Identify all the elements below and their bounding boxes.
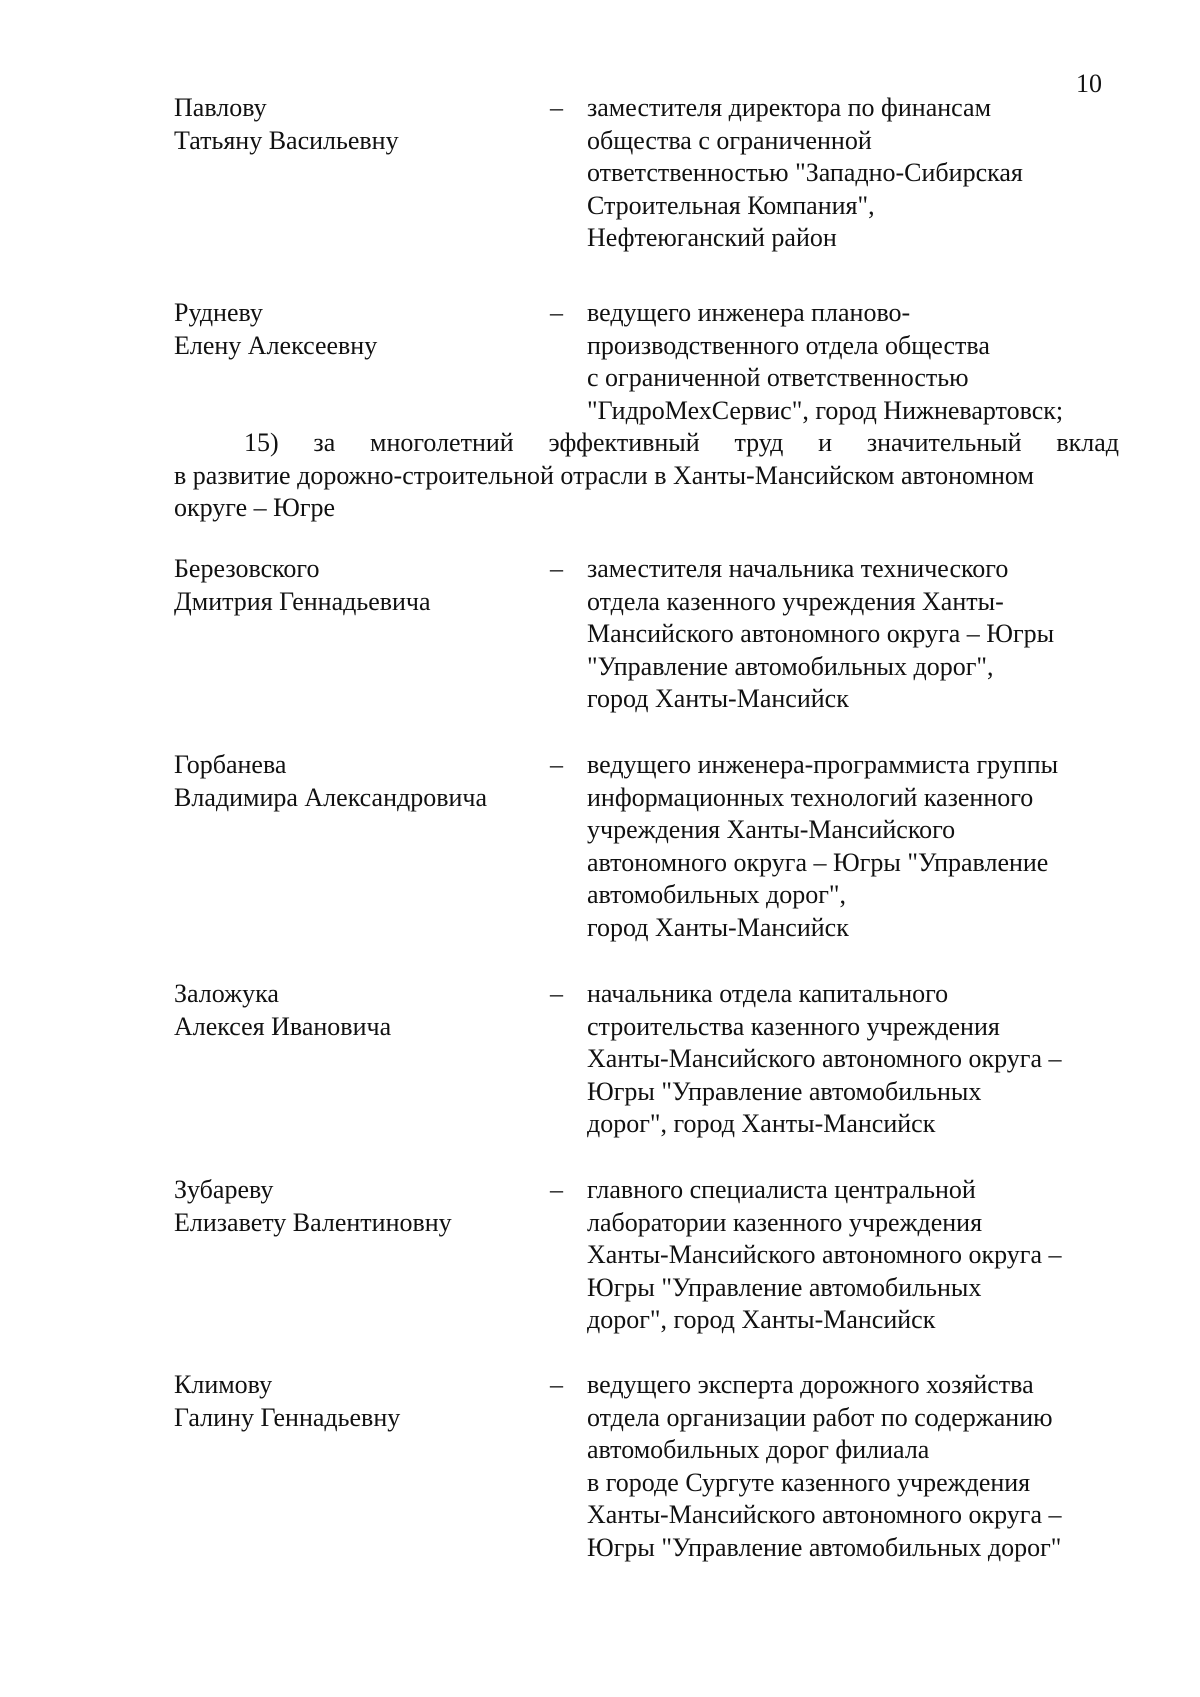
dash-separator: –: [550, 1175, 563, 1204]
dash-separator: –: [550, 750, 563, 779]
page-number: 10: [1076, 69, 1102, 98]
dash-separator: –: [550, 554, 563, 583]
dash-separator: –: [550, 298, 563, 327]
person-name: Павлову Татьяну Васильевну: [174, 93, 399, 155]
dash-separator: –: [550, 1370, 563, 1399]
person-position: ведущего инженера-программиста группы информационных технологий казенного учреждения Ханты-Мансийского автономного округа – Югры "Управление автомобильных дорог", город Ханты-Мансийск: [587, 750, 1059, 942]
person-position: начальника отдела капитального строительства казенного учреждения Ханты-Мансийского автономного округа – Югры "Управление автомобильных дорог", город Ханты-Мансийск: [587, 979, 1062, 1138]
person-position: главного специалиста центральной лаборатории казенного учреждения Ханты-Мансийского автономного округа – Югры "Управление автомобильных дорог", город Ханты-Мансийск: [587, 1175, 1062, 1334]
paragraph-line: округе – Югре: [174, 493, 336, 522]
dash-separator: –: [550, 93, 563, 122]
person-name: Горбанева Владимира Александровича: [174, 750, 488, 812]
person-position: заместителя начальника технического отдела казенного учреждения Ханты- Мансийского автономного округа – Югры "Управление автомобильных дорог", город Ханты-Мансийск: [587, 554, 1055, 713]
person-position: ведущего эксперта дорожного хозяйства отдела организации работ по содержанию автомобильных дорог филиала в городе Сургуте казенного учреждения Ханты-Мансийского автономного округа – Югры "Управление автомобильных дорог": [587, 1370, 1062, 1562]
award-paragraph: [174, 427, 1119, 525]
dash-separator: –: [550, 979, 563, 1008]
paragraph-line: 15) за многолетний эффективный труд и значительный вклад: [244, 428, 1119, 457]
person-position: заместителя директора по финансам общества с ограниченной ответственностью "Западно-Сибирская Строительная Компания", Нефтеюганский район: [587, 93, 1023, 252]
person-name: Зубареву Елизавету Валентиновну: [174, 1175, 452, 1237]
paragraph-line: в развитие дорожно-строительной отрасли в Ханты-Мансийском автономном: [174, 460, 1034, 490]
person-name: Климову Галину Геннадьевну: [174, 1370, 401, 1432]
person-name: Березовского Дмитрия Геннадьевича: [174, 554, 431, 616]
person-position: ведущего инженера планово- производственного отдела общества с ограниченной ответственностью "ГидроМехСервис", город Нижневартовск;: [587, 298, 1064, 425]
person-name: Заложука Алексея Ивановича: [174, 979, 392, 1041]
person-name: Рудневу Елену Алексеевну: [174, 298, 378, 360]
